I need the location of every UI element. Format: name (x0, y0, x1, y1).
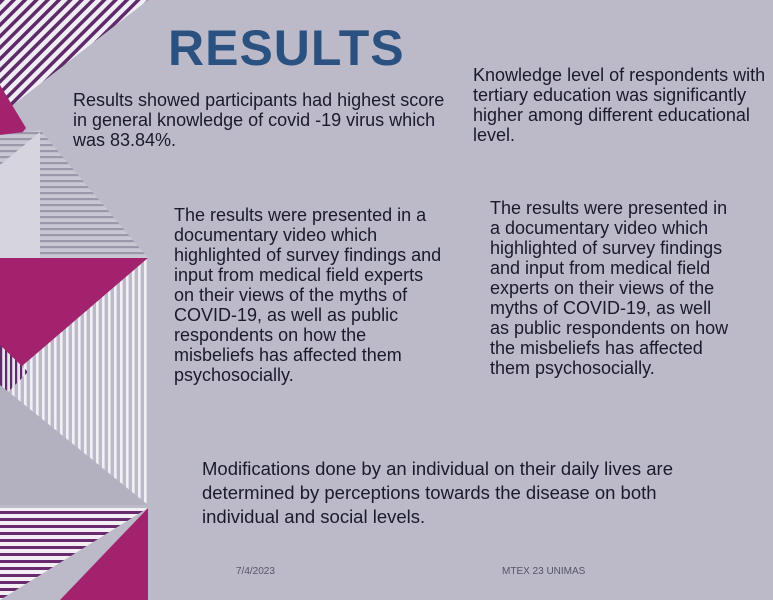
paragraph-tertiary-education: Knowledge level of respondents with tertiary education was significantly higher among different educational level. (473, 65, 766, 145)
slide-title: RESULTS (168, 20, 405, 76)
paragraph-modifications: Modifications done by an individual on their daily lives are determined by perceptions towards the disease on both individual and social levels. (202, 458, 673, 527)
footer-text: MTEX 23 UNIMAS (502, 566, 586, 577)
paragraph-documentary-right: The results were presented in a documentary video which highlighted of survey findings and input from medical field experts on their views of the myths of COVID-19, as well as public respondents on how the misbeliefs has affected them psychosocially. (490, 198, 729, 378)
paragraph-general-knowledge: Results showed participants had highest score in general knowledge of covid -19 virus which was 83.84%. (73, 90, 445, 150)
paragraph-documentary-left: The results were presented in a documentary video which highlighted of survey findings and input from medical field experts on their views of the myths of COVID-19, as well as public respondents on how the misbeliefs has affected them psychosocially. (174, 205, 442, 385)
footer-date: 7/4/2023 (236, 566, 275, 577)
